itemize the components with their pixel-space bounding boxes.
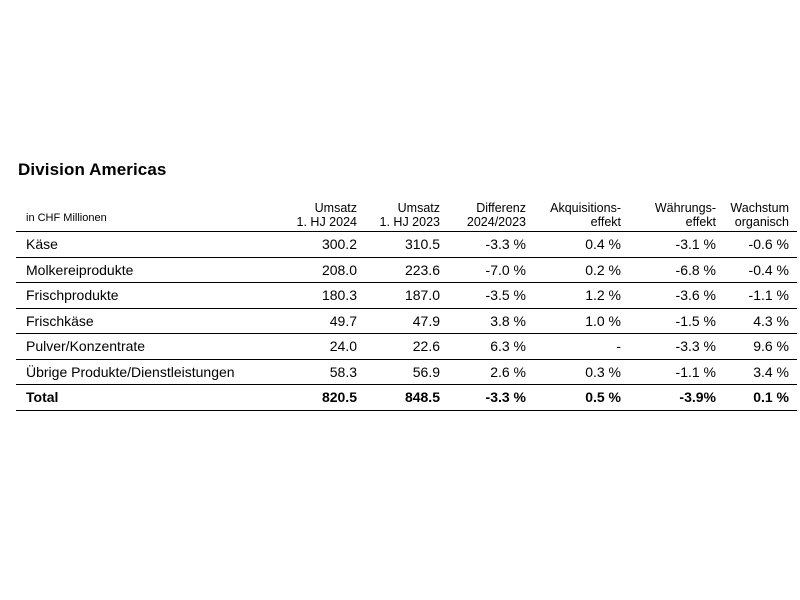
table-row bbox=[16, 283, 797, 309]
total-cell: -3.9% bbox=[629, 385, 724, 411]
table-cell: 223.6 bbox=[365, 257, 448, 283]
table-cell: -1.5 % bbox=[629, 308, 724, 334]
column-header: Umsatz 1. HJ 2023 bbox=[365, 189, 448, 232]
table-cell: -3.6 % bbox=[629, 283, 724, 309]
column-header: Differenz 2024/2023 bbox=[448, 189, 534, 232]
table-cell: 56.9 bbox=[365, 359, 448, 385]
table-cell: -3.3 % bbox=[629, 334, 724, 360]
column-header: Währungs- effekt bbox=[629, 189, 724, 232]
row-label: Pulver/Konzentrate bbox=[16, 334, 278, 360]
table-cell: -7.0 % bbox=[448, 257, 534, 283]
column-header: Akquisitions- effekt bbox=[534, 189, 629, 232]
table-cell: 1.2 % bbox=[534, 283, 629, 309]
table-cell: 300.2 bbox=[278, 232, 365, 258]
row-label: Käse bbox=[16, 232, 278, 258]
table-cell: 3.8 % bbox=[448, 308, 534, 334]
table-row bbox=[16, 359, 797, 385]
total-cell: 0.5 % bbox=[534, 385, 629, 411]
row-label: Frischkäse bbox=[16, 308, 278, 334]
unit-label: in CHF Millionen bbox=[16, 189, 278, 232]
header-row bbox=[16, 189, 797, 232]
table-cell: -3.1 % bbox=[629, 232, 724, 258]
table-cell: 4.3 % bbox=[724, 308, 797, 334]
total-cell: 820.5 bbox=[278, 385, 365, 411]
total-cell: 0.1 % bbox=[724, 385, 797, 411]
table-cell: 1.0 % bbox=[534, 308, 629, 334]
table-cell: -3.3 % bbox=[448, 232, 534, 258]
table-cell: - bbox=[534, 334, 629, 360]
total-label: Total bbox=[16, 385, 278, 411]
table-row bbox=[16, 257, 797, 283]
total-cell: -3.3 % bbox=[448, 385, 534, 411]
table-cell: 2.6 % bbox=[448, 359, 534, 385]
table-cell: 9.6 % bbox=[724, 334, 797, 360]
table-cell: 180.3 bbox=[278, 283, 365, 309]
table-cell: -3.5 % bbox=[448, 283, 534, 309]
table-cell: -1.1 % bbox=[629, 359, 724, 385]
table-cell: 0.3 % bbox=[534, 359, 629, 385]
table-cell: -1.1 % bbox=[724, 283, 797, 309]
total-row bbox=[16, 385, 797, 411]
table-cell: 22.6 bbox=[365, 334, 448, 360]
table-cell: 0.4 % bbox=[534, 232, 629, 258]
row-label: Frischprodukte bbox=[16, 283, 278, 309]
table-cell: 208.0 bbox=[278, 257, 365, 283]
page-title: Division Americas bbox=[18, 160, 167, 179]
table-cell: 0.2 % bbox=[534, 257, 629, 283]
table-cell: 3.4 % bbox=[724, 359, 797, 385]
table-cell: 310.5 bbox=[365, 232, 448, 258]
column-header: Wachstum organisch bbox=[724, 189, 797, 232]
table-cell: 24.0 bbox=[278, 334, 365, 360]
table-row bbox=[16, 232, 797, 258]
financial-table bbox=[16, 189, 797, 411]
table-row bbox=[16, 308, 797, 334]
table-cell: 58.3 bbox=[278, 359, 365, 385]
table-cell: 6.3 % bbox=[448, 334, 534, 360]
column-header: Umsatz 1. HJ 2024 bbox=[278, 189, 365, 232]
table-cell: 187.0 bbox=[365, 283, 448, 309]
table-cell: -6.8 % bbox=[629, 257, 724, 283]
table-cell: -0.6 % bbox=[724, 232, 797, 258]
table-cell: 49.7 bbox=[278, 308, 365, 334]
row-label: Molkereiprodukte bbox=[16, 257, 278, 283]
total-cell: 848.5 bbox=[365, 385, 448, 411]
table-row bbox=[16, 334, 797, 360]
table-cell: -0.4 % bbox=[724, 257, 797, 283]
table-cell: 47.9 bbox=[365, 308, 448, 334]
row-label: Übrige Produkte/Dienstleistungen bbox=[16, 359, 278, 385]
